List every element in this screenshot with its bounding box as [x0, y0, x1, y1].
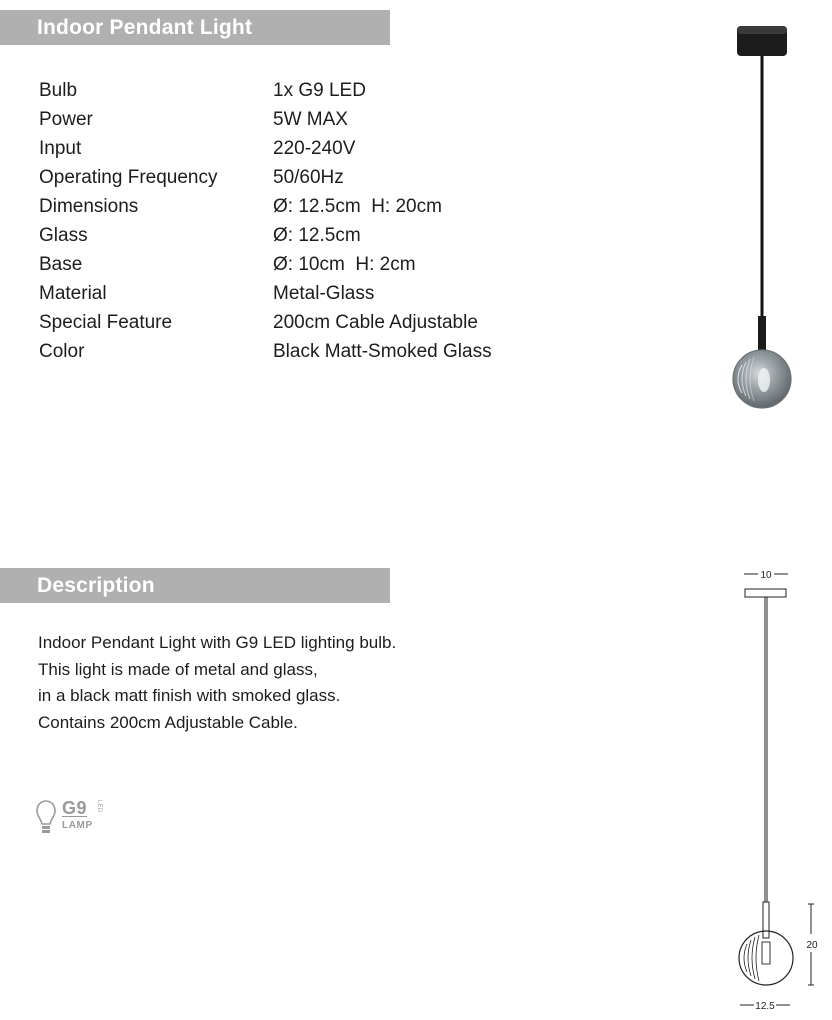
description-line: Indoor Pendant Light with G9 LED lighting bulb. [38, 633, 397, 652]
spec-row-input [39, 134, 492, 163]
spec-value: 50/60Hz [273, 166, 344, 188]
badge-code: G9 [62, 798, 88, 818]
holder-outline [763, 902, 769, 938]
spec-value: Black Matt-Smoked Glass [273, 340, 492, 362]
description-line: Contains 200cm Adjustable Cable. [38, 712, 298, 732]
spec-label: Base [39, 253, 83, 275]
spec-value: Metal-Glass [273, 282, 375, 304]
lamp-holder [758, 316, 766, 352]
g9-lamp-badge [36, 798, 108, 840]
spec-label: Bulb [39, 79, 78, 101]
product-photo [720, 20, 810, 420]
description-line: in a black matt finish with smoked glass. [38, 686, 341, 705]
spec-value: 1x G9 LED [273, 79, 366, 101]
base-width-label: 10 [760, 570, 772, 581]
badge-side-text: LED [96, 800, 102, 813]
spec-row-dimensions [39, 192, 492, 221]
spec-row-material [39, 279, 492, 308]
spec-value: 5W MAX [273, 108, 348, 130]
description-text [38, 630, 396, 736]
smoked-glass-globe [733, 350, 791, 408]
spec-value: Ø: 12.5cm [273, 224, 361, 246]
globe-outline [739, 931, 793, 985]
description-section-title: Description [0, 568, 390, 603]
spec-label: Input [39, 137, 82, 159]
height-label: 20 [806, 940, 818, 951]
spec-row-power [39, 105, 492, 134]
spec-row-frequency [39, 163, 492, 192]
spec-label: Special Feature [39, 311, 173, 333]
description-line: This light is made of metal and glass, [38, 659, 318, 679]
spec-row-base [39, 250, 492, 279]
spec-value: 220-240V [273, 137, 356, 159]
spec-row-special-feature [39, 308, 492, 337]
spec-value: 200cm Cable Adjustable [273, 311, 478, 333]
spec-label: Operating Frequency [39, 166, 218, 188]
ceiling-canopy [737, 26, 787, 56]
canopy-outline [745, 589, 786, 597]
spec-value: Ø: 12.5cm H: 20cm [273, 195, 442, 217]
glass-width-label: 12.5 [755, 1001, 775, 1012]
spec-label: Glass [39, 224, 88, 246]
spec-row-color [39, 337, 492, 366]
spec-row-glass [39, 221, 492, 250]
bulb-icon [36, 800, 56, 836]
specs-section-title: Indoor Pendant Light [0, 10, 390, 45]
spec-value: Ø: 10cm H: 2cm [273, 253, 416, 275]
dimension-drawing [720, 560, 830, 1015]
spec-row-bulb [39, 76, 492, 105]
spec-label: Material [39, 282, 107, 304]
spec-label: Power [39, 108, 93, 130]
badge-caption: LAMP [62, 820, 93, 831]
spec-label: Color [39, 340, 85, 362]
spec-table [39, 76, 492, 366]
spec-label: Dimensions [39, 195, 139, 217]
